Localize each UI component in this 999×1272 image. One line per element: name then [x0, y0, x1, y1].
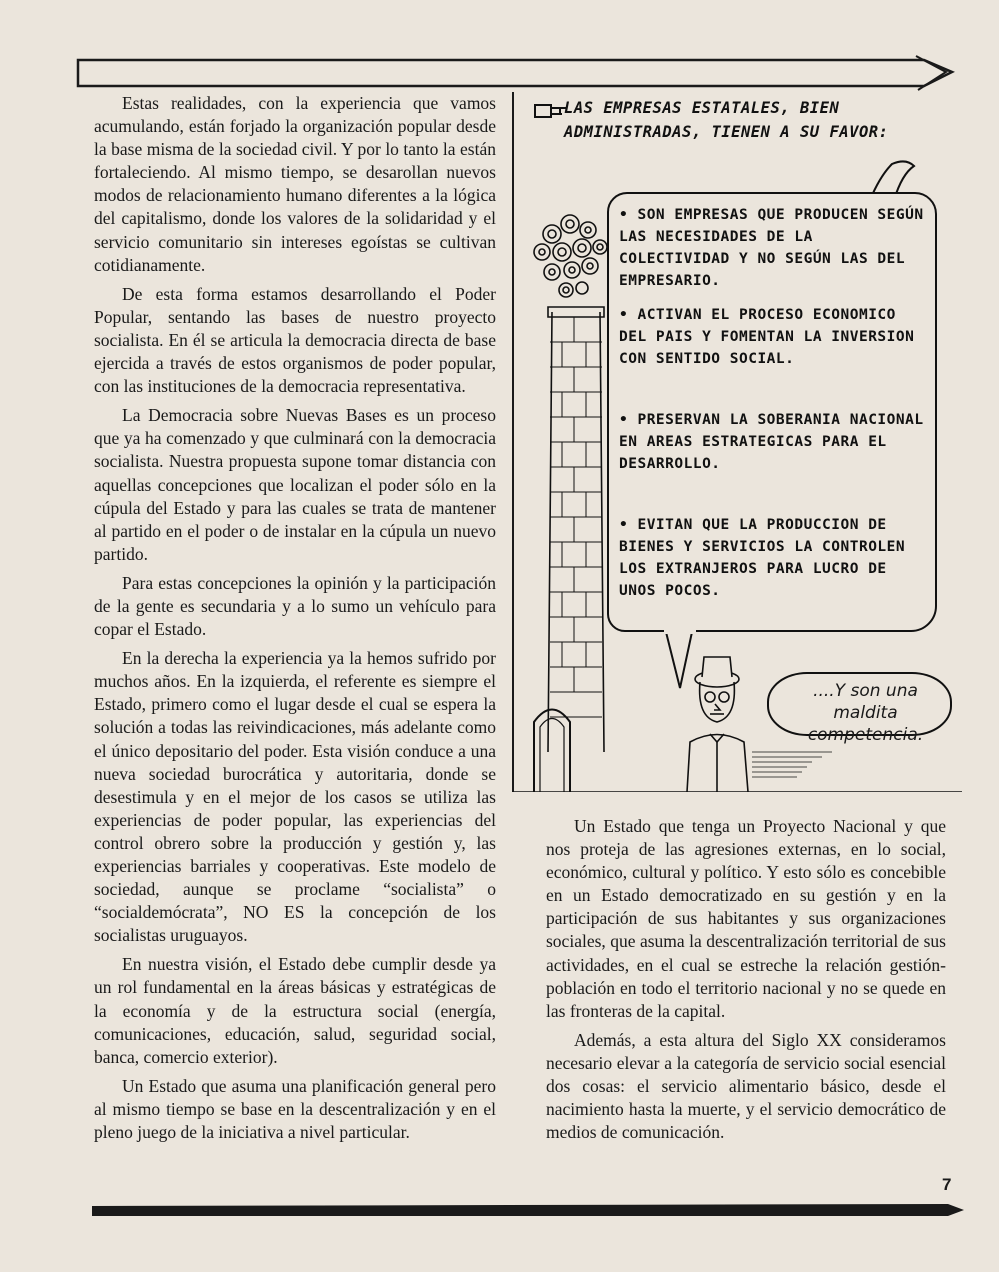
- paragraph: De esta forma estamos desarrollando el Poder Popular, sentando las bases de nuestro proyecto socialista. En él se articula la democracia directa de base ejercida a través de estos organismos de poder popular, con las instituciones de la democracia representativa.: [94, 283, 496, 397]
- cartoon-title: [564, 96, 964, 144]
- paragraph: Un Estado que asuma una planificación general pero al mismo tiempo se base en la descentralización y en el pleno juego de la iniciativa a nivel particular.: [94, 1075, 496, 1143]
- speech-text: ....Y son una maldita competencia.: [807, 681, 924, 745]
- bubble-tail-lower: [662, 630, 702, 690]
- page-number: 7: [942, 1175, 952, 1194]
- bubble-list-item: • EVITAN QUE LA PRODUCCION DE BIENES Y SERVICIOS LA CONTROLEN LOS EXTRANJEROS PARA LUCRO DE UNOS POCOS.: [619, 517, 906, 599]
- top-arrow-banner: [76, 52, 956, 92]
- paragraph: La Democracia sobre Nuevas Bases es un proceso que ya ha comenzado y que culminará con la democracia socialista. Nuestra propuesta supone tomar distancia con aquellas concepciones que localizan el poder sólo en la cúpula del Estado y para las cuales se trata de mantener al partido en el poder o de instalar en la cúpula un nuevo partido.: [94, 405, 496, 564]
- bubble-list-item: • PRESERVAN LA SOBERANIA NACIONAL EN AREAS ESTRATEGICAS PARA EL DESARROLLO.: [619, 412, 924, 472]
- paragraph: Para estas concepciones la opinión y la participación de la gente es secundaria y a lo sumo un vehículo para copar el Estado.: [94, 572, 496, 640]
- speech-bubble-competencia: [767, 672, 952, 745]
- cartoon-title-line: ADMINISTRADAS, TIENEN A SU FAVOR:: [564, 123, 889, 141]
- paragraph: Estas realidades, con la experiencia que vamos acumulando, están forjado la organización popular desde la base misma de la sociedad civil. Y por lo tanto la están fortaleciendo. Al mismo tiempo, se desarollan nuevos modos de relacionamiento humano diferentes a la lógica del capitalismo, donde los valores de la solidaridad y el servicio comunitario sin intereses egoístas se cultivan cotidianamente.: [94, 93, 496, 275]
- left-text-column: [94, 92, 496, 1150]
- bubble-list-item: • ACTIVAN EL PROCESO ECONOMICO DEL PAIS Y FOMENTAN LA INVERSION CON SENTIDO SOCIAL.: [619, 307, 915, 367]
- paragraph: En la derecha la experiencia ya la hemos sufrido por muchos años. En la izquierda, el referente es siempre el Estado, primero como el lugar desde el cual se espera la solución a todas las reivindicaciones, más adelante como el único depositario del poder. Esta visión conduce a una nueva sociedad burocrática y autoritaria, donde se desestimula y en el mejor de los casos se utiliza las experiencias de poder popular, las experiencias del control obrero sobre la producción y gestión y, las experiencias barriales y cooperativas. Este modelo de sociedad, aunque se proclame “socialista” o “socialdemócrata”, NO ES la concepción de los socialistas uruguayos.: [94, 648, 496, 946]
- right-text-column: [546, 815, 946, 1150]
- paragraph: Un Estado que tenga un Proyecto Nacional y que nos proteja de las agresiones externas, en lo social, económico, cultural y político. Y esto sólo es concebible en un Estado democratizado en su gestión y en la participación de sus habitantes y sus organizaciones sociales, que asuma la descentralización territorial de sus actividades, en el cual se estreche la relación gestión-población en todo el territorio nacional y no se quede en las fronteras de la capital.: [546, 816, 946, 1021]
- cartoon-title-line: LAS EMPRESAS ESTATALES, BIEN: [564, 99, 840, 117]
- paragraph: En nuestra visión, el Estado debe cumplir desde ya un rol fundamental en la áreas básicas y estratégicas de la economía y de la estructura social (energía, comunicaciones, educación, salud, seguridad social, banca, comercio exterior).: [94, 954, 496, 1067]
- cartoon-illustration: [512, 92, 962, 792]
- pointing-hand-icon: [534, 102, 568, 120]
- speech-bubble-list: [607, 192, 937, 632]
- bottom-rule-bar: [88, 1196, 968, 1220]
- paragraph: Además, a esta altura del Siglo XX consideramos necesario elevar a la categoría de servicio social esencial dos cosas: el servicio alimentario básico, desde el nacimiento hasta la muerte, y el servicio democrático de medios de comunicación.: [546, 1029, 946, 1143]
- bubble-list-item: • SON EMPRESAS QUE PRODUCEN SEGÚN LAS NECESIDADES DE LA COLECTIVIDAD Y NO SEGÚN LAS DEL EMPRESARIO.: [619, 207, 924, 289]
